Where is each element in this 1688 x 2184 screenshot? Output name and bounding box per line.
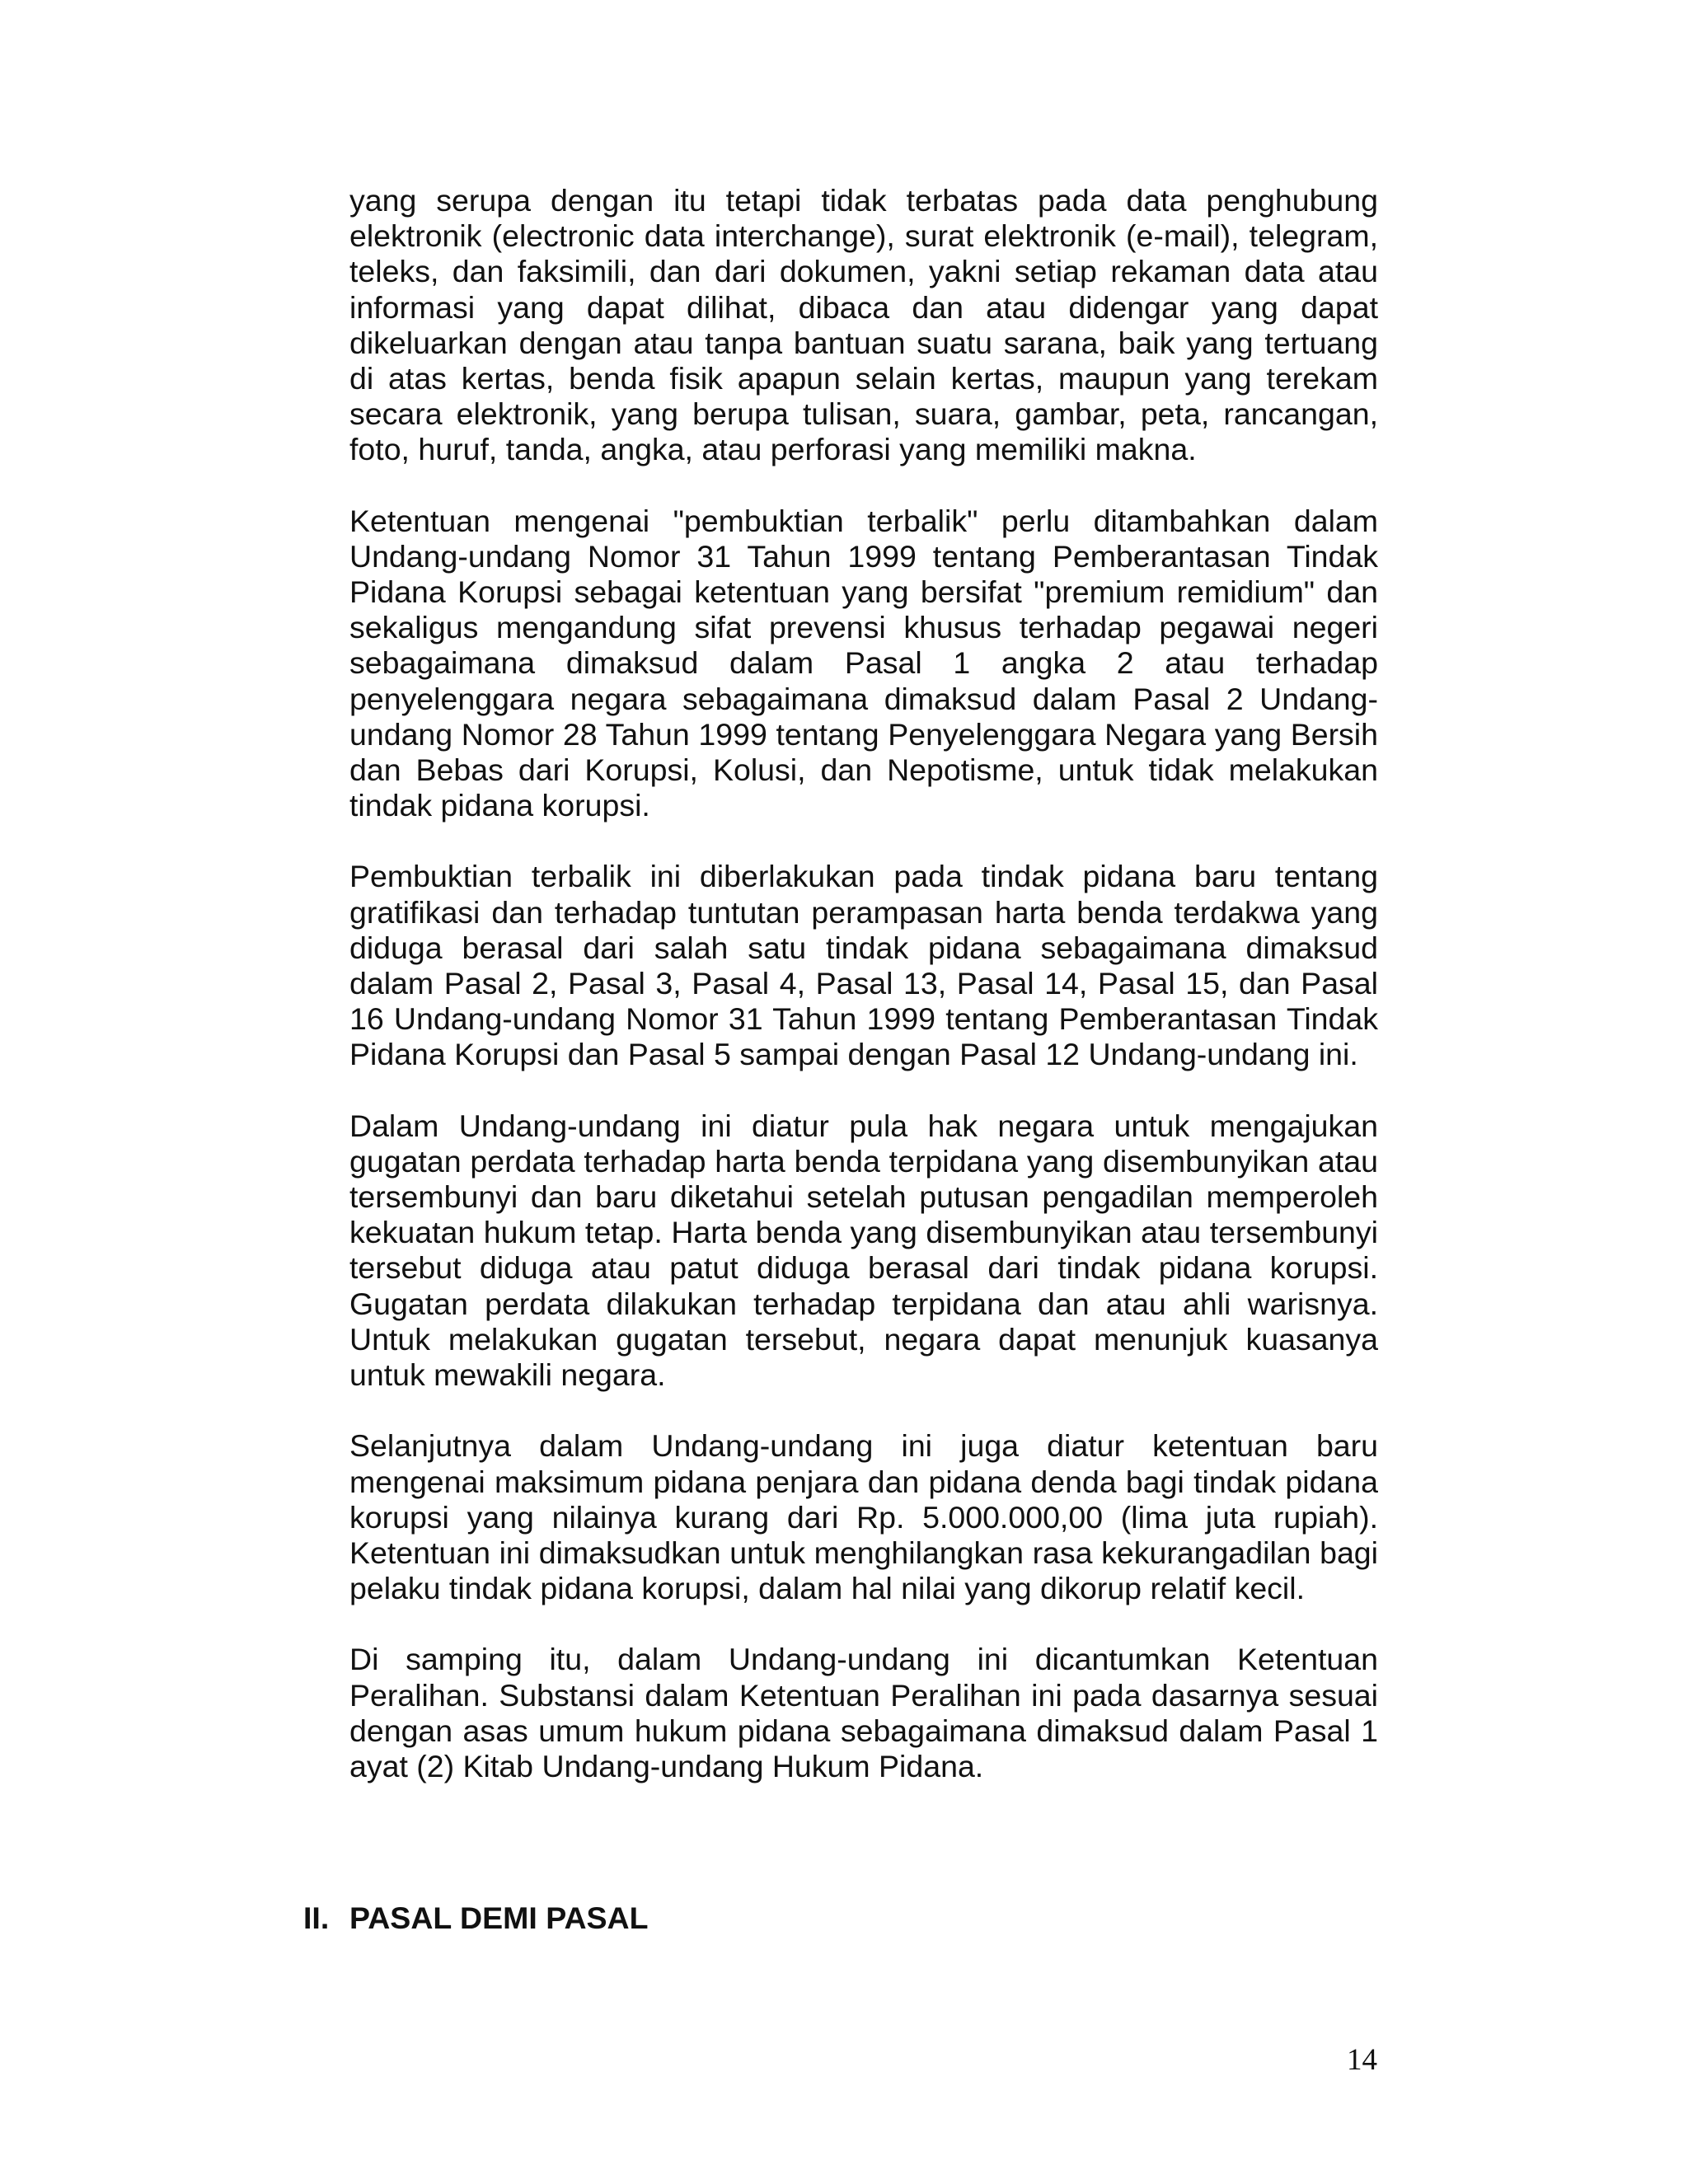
page-number: 14 (1347, 2043, 1377, 2077)
paragraph-reverse-proof-scope: Pembuktian terbalik ini diberlakukan pada tindak pidana baru tentang gratifikasi dan terhadap tuntutan perampasan harta benda terdakwa yang diduga berasal dari salah satu tindak pidana sebagaimana dimaksud dalam Pasal 2, Pasal 3, Pasal 4, Pasal 13, Pasal 14, Pasal 15, dan Pasal 16 Undang-undang Nomor 31 Tahun 1999 tentang Pemberantasan Tindak Pidana Korupsi dan Pasal 5 sampai dengan Pasal 12 Undang-undang ini. (349, 859, 1378, 1072)
body-text (349, 183, 1378, 1820)
paragraph-maximum-penalty: Selanjutnya dalam Undang-undang ini juga diatur ketentuan baru mengenai maksimum pidana penjara dan pidana denda bagi tindak pidana korupsi yang nilainya kurang dari Rp. 5.000.000,00 (lima juta rupiah). Ketentuan ini dimaksudkan untuk menghilangkan rasa kekurangadilan bagi pelaku tindak pidana korupsi, dalam hal nilai yang dikorup relatif kecil. (349, 1428, 1378, 1606)
paragraph-civil-lawsuit: Dalam Undang-undang ini diatur pula hak negara untuk mengajukan gugatan perdata terhadap harta benda terpidana yang disembunyikan atau tersembunyi dan baru diketahui setelah putusan pengadilan memperoleh kekuatan hukum tetap. Harta benda yang disembunyikan atau tersembunyi tersebut diduga atau patut diduga berasal dari tindak pidana korupsi. Gugatan perdata dilakukan terhadap terpidana dan atau ahli warisnya. Untuk melakukan gugatan tersebut, negara dapat menunjuk kuasanya untuk mewakili negara. (349, 1108, 1378, 1393)
paragraph-reverse-proof: Ketentuan mengenai "pembuktian terbalik" perlu ditambahkan dalam Undang-undang Nomor 31 Tahun 1999 tentang Pemberantasan Tindak Pidana Korupsi sebagai ketentuan yang bersifat "premium remidium" dan sekaligus mengandung sifat prevensi khusus terhadap pegawai negeri sebagaimana dimaksud dalam Pasal 1 angka 2 atau terhadap penyelenggara negara sebagaimana dimaksud dalam Pasal 2 Undang-undang Nomor 28 Tahun 1999 tentang Penyelenggara Negara yang Bersih dan Bebas dari Korupsi, Kolusi, dan Nepotisme, untuk tidak melakukan tindak pidana korupsi. (349, 503, 1378, 823)
section-title: PASAL DEMI PASAL (349, 1900, 649, 1935)
section-number: II. (303, 1900, 330, 1935)
paragraph-transitional-provisions: Di samping itu, dalam Undang-undang ini dicantumkan Ketentuan Peralihan. Substansi dalam Ketentuan Peralihan ini pada dasarnya sesuai dengan asas umum hukum pidana sebagaimana dimaksud dalam Pasal 1 ayat (2) Kitab Undang-undang Hukum Pidana. (349, 1642, 1378, 1783)
section-heading (303, 1900, 649, 1936)
paragraph-electronic-evidence: yang serupa dengan itu tetapi tidak terbatas pada data penghubung elektronik (electronic data interchange), surat elektronik (e-mail), telegram, teleks, dan faksimili, dan dari dokumen, yakni setiap rekaman data atau informasi yang dapat dilihat, dibaca dan atau didengar yang dapat dikeluarkan dengan atau tanpa bantuan suatu sarana, baik yang tertuang di atas kertas, benda fisik apapun selain kertas, maupun yang terekam secara elektronik, yang berupa tulisan, suara, gambar, peta, rancangan, foto, huruf, tanda, angka, atau perforasi yang memiliki makna. (349, 183, 1378, 467)
